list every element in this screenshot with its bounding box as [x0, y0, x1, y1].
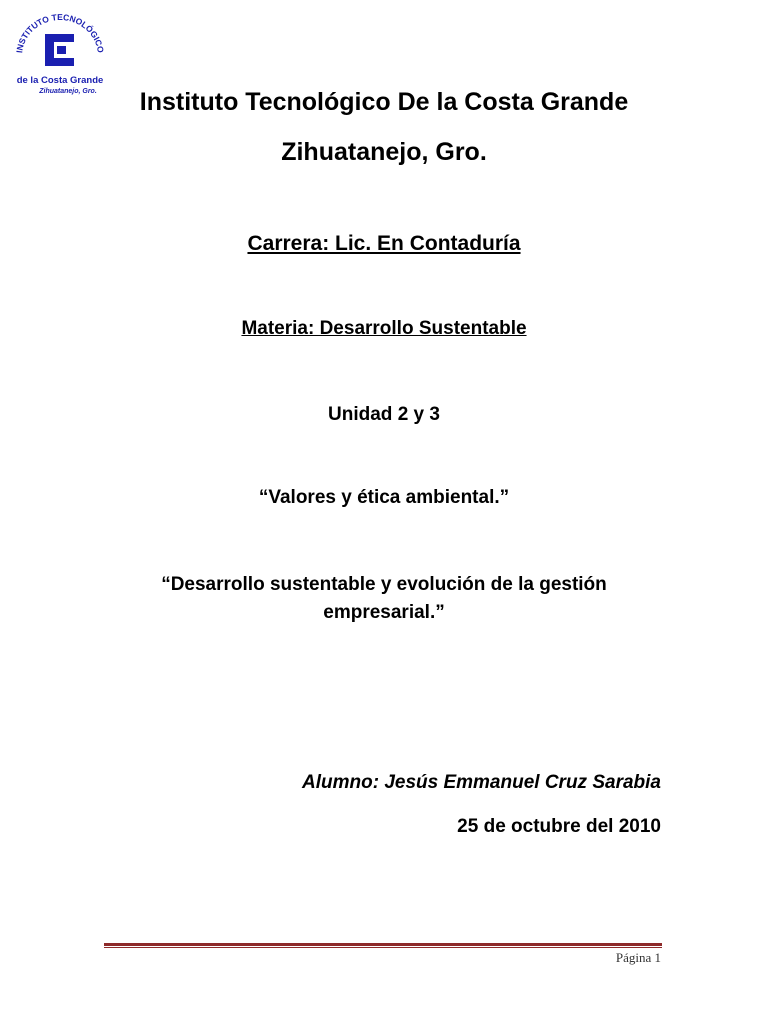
document-title-1: “Valores y ética ambiental.”: [258, 487, 510, 508]
footer-rule: [104, 943, 662, 946]
logo-graphic: [12, 10, 108, 100]
unit-heading: Unidad 2 y 3: [328, 404, 440, 425]
logo-arc-text: INSTITUTO TECNOLÓGICO: [14, 11, 106, 54]
logo-line-1: de la Costa Grande: [16, 75, 104, 86]
city-name: Zihuatanejo, Gro.: [281, 138, 487, 166]
footer-rule-thin: [104, 947, 662, 948]
institution-logo: [12, 10, 108, 100]
logo-line-2: Zihuatanejo, Gro.: [39, 88, 97, 95]
page-number: Página 1: [615, 950, 661, 965]
logo-c-inner: [57, 46, 66, 54]
subject-heading: Materia: Desarrollo Sustentable: [241, 318, 527, 339]
document-title-2: “Desarrollo sustentable y evolución de la gestión empresarial.”: [161, 574, 607, 623]
career-heading: Carrera: Lic. En Contaduría: [247, 232, 521, 255]
student-name: Alumno: Jesús Emmanuel Cruz Sarabia: [302, 772, 661, 793]
document-date: 25 de octubre del 2010: [457, 816, 661, 837]
institution-name: Instituto Tecnológico De la Costa Grande: [139, 88, 629, 116]
